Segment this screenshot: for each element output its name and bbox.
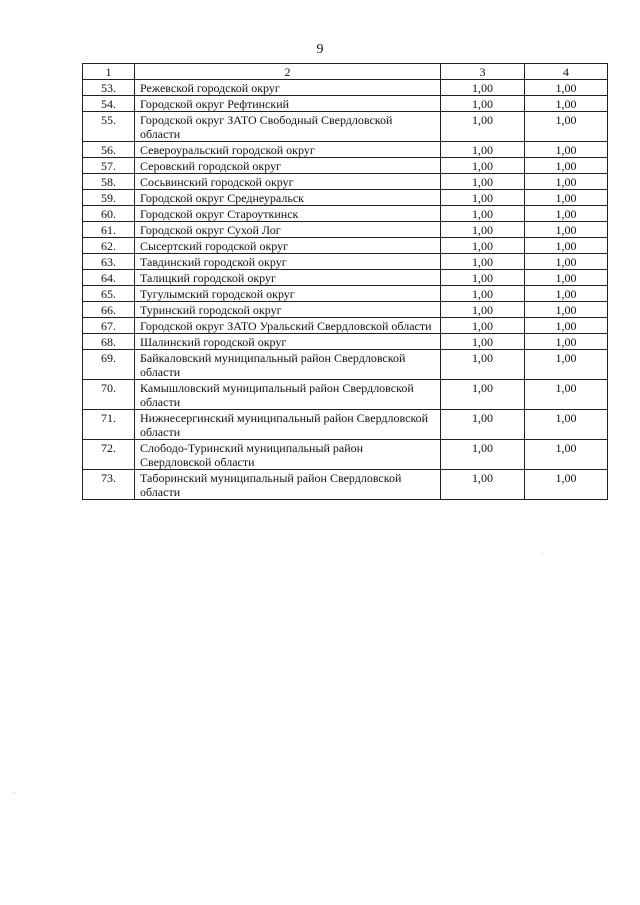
municipality-name: Сосьвинский городской округ <box>135 174 441 190</box>
table-row <box>83 334 608 350</box>
value-col3: 1,00 <box>441 410 525 440</box>
table-row <box>83 410 608 440</box>
value-col4: 1,00 <box>525 96 608 112</box>
municipality-name: Городской округ Сухой Лог <box>135 222 441 238</box>
value-col4: 1,00 <box>525 254 608 270</box>
allocation-table <box>82 63 608 500</box>
value-col3: 1,00 <box>441 270 525 286</box>
row-number: 68. <box>83 334 135 350</box>
row-number: 54. <box>83 96 135 112</box>
municipality-name: Сысертский городской округ <box>135 238 441 254</box>
row-number: 53. <box>83 80 135 96</box>
scan-speck <box>14 792 15 793</box>
value-col3: 1,00 <box>441 174 525 190</box>
scan-speck <box>541 553 542 554</box>
row-number: 66. <box>83 302 135 318</box>
value-col4: 1,00 <box>525 190 608 206</box>
table-row <box>83 190 608 206</box>
table-row <box>83 286 608 302</box>
row-number: 67. <box>83 318 135 334</box>
value-col3: 1,00 <box>441 238 525 254</box>
table-row <box>83 270 608 286</box>
value-col4: 1,00 <box>525 80 608 96</box>
municipality-name: Режевской городской округ <box>135 80 441 96</box>
value-col4: 1,00 <box>525 410 608 440</box>
row-number: 69. <box>83 350 135 380</box>
value-col4: 1,00 <box>525 286 608 302</box>
value-col4: 1,00 <box>525 470 608 500</box>
table-row <box>83 206 608 222</box>
row-number: 63. <box>83 254 135 270</box>
value-col3: 1,00 <box>441 96 525 112</box>
value-col3: 1,00 <box>441 350 525 380</box>
value-col4: 1,00 <box>525 112 608 142</box>
value-col3: 1,00 <box>441 112 525 142</box>
table-row <box>83 222 608 238</box>
row-number: 55. <box>83 112 135 142</box>
municipality-name: Байкаловский муниципальный район Свердловской области <box>135 350 441 380</box>
municipality-name: Тугулымский городской округ <box>135 286 441 302</box>
row-number: 65. <box>83 286 135 302</box>
value-col4: 1,00 <box>525 206 608 222</box>
value-col3: 1,00 <box>441 206 525 222</box>
row-number: 72. <box>83 440 135 470</box>
value-col4: 1,00 <box>525 350 608 380</box>
header-cell-col1: 1 <box>83 64 135 80</box>
municipality-name: Слободо-Туринский муниципальный район Свердловской области <box>135 440 441 470</box>
value-col4: 1,00 <box>525 142 608 158</box>
value-col3: 1,00 <box>441 318 525 334</box>
value-col4: 1,00 <box>525 302 608 318</box>
value-col3: 1,00 <box>441 470 525 500</box>
value-col3: 1,00 <box>441 286 525 302</box>
value-col4: 1,00 <box>525 158 608 174</box>
row-number: 59. <box>83 190 135 206</box>
row-number: 64. <box>83 270 135 286</box>
value-col4: 1,00 <box>525 222 608 238</box>
value-col4: 1,00 <box>525 440 608 470</box>
municipality-name: Тавдинский городской округ <box>135 254 441 270</box>
value-col4: 1,00 <box>525 334 608 350</box>
value-col4: 1,00 <box>525 270 608 286</box>
value-col4: 1,00 <box>525 380 608 410</box>
municipality-name: Серовский городской округ <box>135 158 441 174</box>
value-col3: 1,00 <box>441 80 525 96</box>
value-col3: 1,00 <box>441 190 525 206</box>
municipality-name: Городской округ Среднеуральск <box>135 190 441 206</box>
table-row <box>83 302 608 318</box>
municipality-name: Туринский городской округ <box>135 302 441 318</box>
value-col3: 1,00 <box>441 302 525 318</box>
table-row <box>83 470 608 500</box>
row-number: 62. <box>83 238 135 254</box>
table-row <box>83 318 608 334</box>
table-row <box>83 80 608 96</box>
value-col4: 1,00 <box>525 174 608 190</box>
table-row <box>83 380 608 410</box>
row-number: 71. <box>83 410 135 440</box>
value-col4: 1,00 <box>525 318 608 334</box>
table-row <box>83 174 608 190</box>
table-row <box>83 142 608 158</box>
header-cell-col4: 4 <box>525 64 608 80</box>
table-row <box>83 112 608 142</box>
table-row <box>83 350 608 380</box>
value-col3: 1,00 <box>441 222 525 238</box>
row-number: 58. <box>83 174 135 190</box>
table-row <box>83 238 608 254</box>
row-number: 61. <box>83 222 135 238</box>
page-number: 9 <box>316 42 324 57</box>
header-cell-col2: 2 <box>135 64 441 80</box>
row-number: 70. <box>83 380 135 410</box>
value-col4: 1,00 <box>525 238 608 254</box>
municipality-name: Городской округ Рефтинский <box>135 96 441 112</box>
table-row <box>83 158 608 174</box>
municipality-name: Городской округ ЗАТО Свободный Свердловской области <box>135 112 441 142</box>
municipality-name: Шалинский городской округ <box>135 334 441 350</box>
row-number: 73. <box>83 470 135 500</box>
municipality-name: Нижнесергинский муниципальный район Свердловской области <box>135 410 441 440</box>
municipality-name: Таборинский муниципальный район Свердловской области <box>135 470 441 500</box>
table-header-row <box>83 64 608 80</box>
municipality-name: Талицкий городской округ <box>135 270 441 286</box>
value-col3: 1,00 <box>441 254 525 270</box>
table-row <box>83 254 608 270</box>
table-row <box>83 440 608 470</box>
municipality-name: Городской округ ЗАТО Уральский Свердловской области <box>135 318 441 334</box>
value-col3: 1,00 <box>441 440 525 470</box>
value-col3: 1,00 <box>441 334 525 350</box>
municipality-name: Североуральский городской округ <box>135 142 441 158</box>
header-cell-col3: 3 <box>441 64 525 80</box>
value-col3: 1,00 <box>441 380 525 410</box>
value-col3: 1,00 <box>441 158 525 174</box>
municipality-name: Камышловский муниципальный район Свердловской области <box>135 380 441 410</box>
row-number: 57. <box>83 158 135 174</box>
row-number: 56. <box>83 142 135 158</box>
value-col3: 1,00 <box>441 142 525 158</box>
table-row <box>83 96 608 112</box>
row-number: 60. <box>83 206 135 222</box>
municipality-name: Городской округ Староуткинск <box>135 206 441 222</box>
